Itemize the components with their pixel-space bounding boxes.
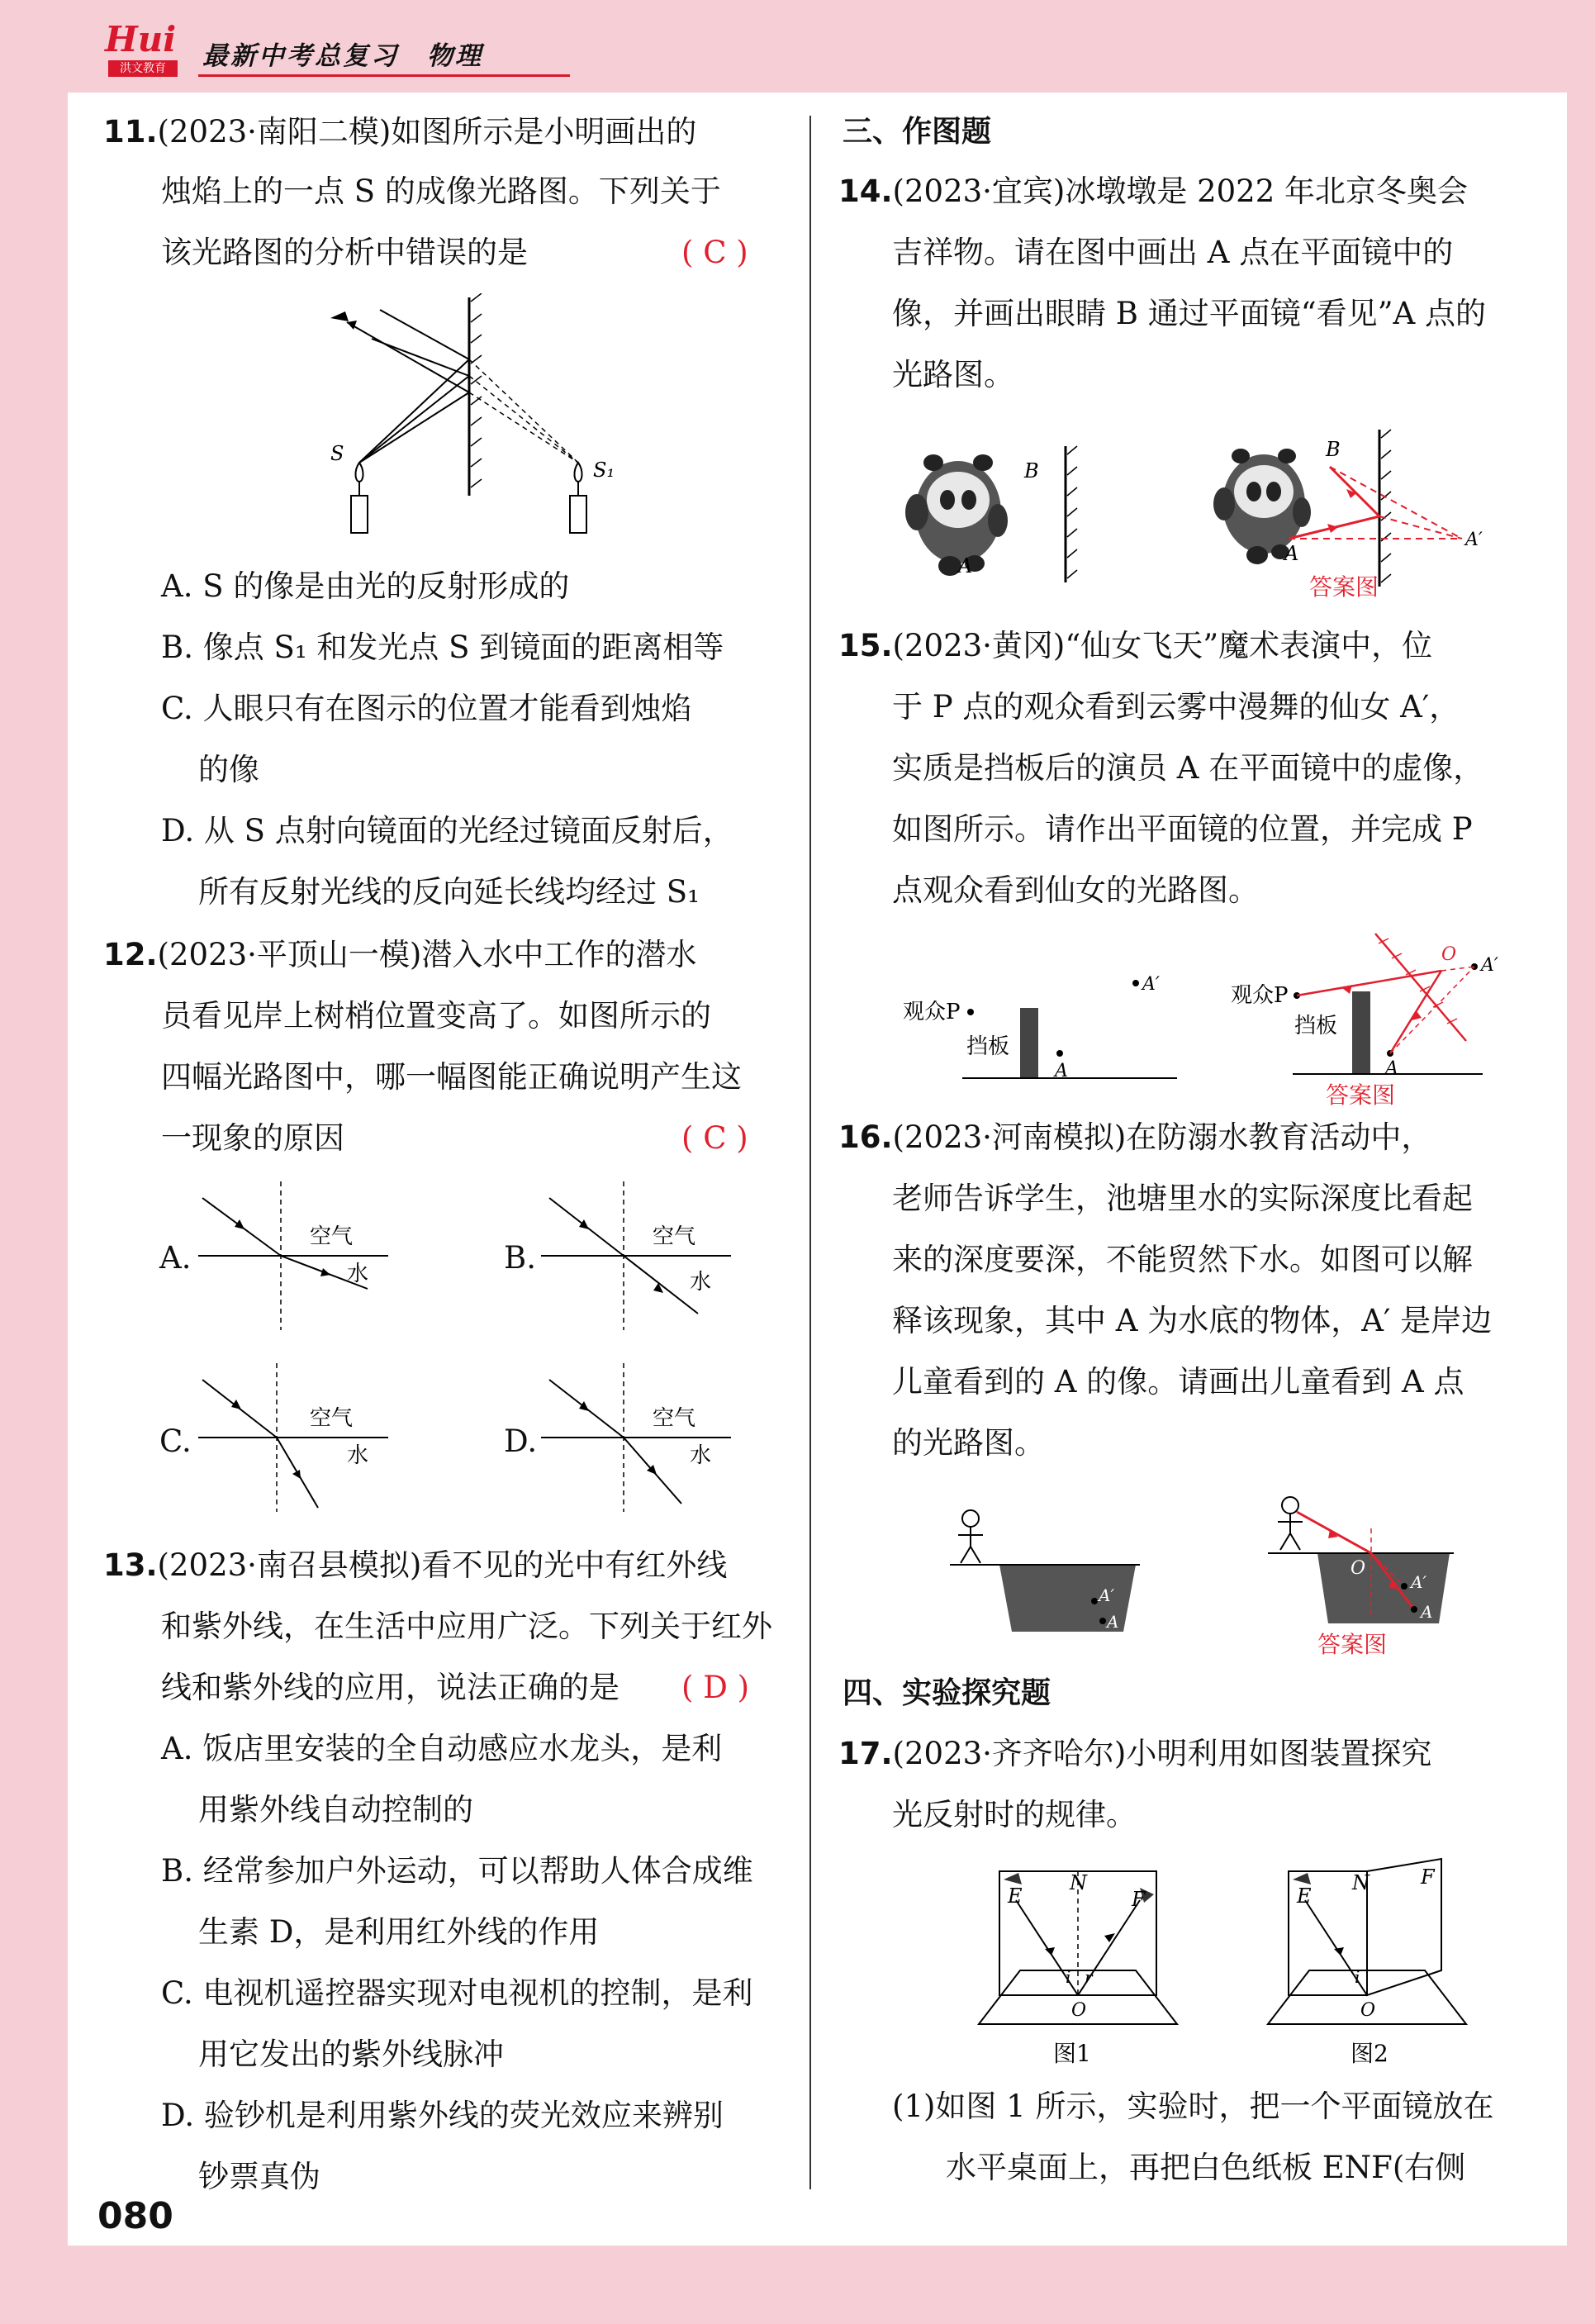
q15-line-5: 点观众看到仙女的光路图。 bbox=[892, 872, 1259, 908]
q11-line-3: 该光路图的分析中错误的是 bbox=[161, 235, 528, 270]
q17-figure bbox=[929, 1855, 1524, 2074]
q14-ans-label-a: A bbox=[1284, 542, 1299, 565]
q17-fig1-o: O bbox=[1071, 2000, 1087, 2021]
q13-option-c-cont: 用它发出的紫外线脉冲 bbox=[198, 2036, 504, 2072]
q15-ans-observer: 观众P bbox=[1231, 983, 1289, 1008]
q17-fig2-caption: 图2 bbox=[1351, 2040, 1389, 2067]
q11-option-c: C. 人眼只有在图示的位置才能看到烛焰 bbox=[161, 691, 692, 726]
q17-fig1-r: r bbox=[1085, 1967, 1093, 1987]
q11-option-d-cont: 所有反射光线的反向延长线均经过 S₁ bbox=[198, 874, 700, 910]
q11-option-b: B. 像点 S₁ 和发光点 S 到镜面的距离相等 bbox=[161, 630, 724, 665]
q12-diagram-d bbox=[541, 1363, 739, 1512]
q12-b-air: 空气 bbox=[653, 1224, 696, 1249]
q17-fig2-f: F bbox=[1421, 1865, 1435, 1889]
q12-line-4: 一现象的原因 bbox=[161, 1120, 344, 1156]
q13-number: 13. bbox=[103, 1547, 158, 1583]
q12-label-d: D. bbox=[504, 1423, 538, 1459]
section-4-heading: 四、实验探究题 bbox=[843, 1676, 1051, 1710]
q17-fig2-i: i bbox=[1355, 1967, 1360, 1987]
q15-line-4: 如图所示。请作出平面镜的位置，并完成 P bbox=[892, 811, 1473, 847]
q16-line-1 bbox=[838, 1121, 1431, 1154]
q14-line-1 bbox=[838, 175, 1468, 208]
q15-line-3: 实质是挡板后的演员 A 在平面镜中的虚像， bbox=[892, 750, 1484, 786]
q12-label-b: B. bbox=[504, 1240, 536, 1276]
q16-line-5: 儿童看到的 A 的像。请画出儿童看到 A 点 bbox=[892, 1364, 1464, 1400]
q12-diagram-c bbox=[198, 1363, 396, 1512]
page-frame-right bbox=[1567, 0, 1595, 2324]
q13-option-d-cont: 钞票真伪 bbox=[198, 2159, 320, 2194]
q12-diagram-b bbox=[541, 1181, 739, 1330]
q13-line-1 bbox=[103, 1549, 727, 1582]
q11-number: 11. bbox=[103, 114, 158, 150]
q17-line-1 bbox=[838, 1737, 1431, 1770]
q17-part1-line-2: 水平桌面上，再把白色纸板 ENF(右侧 bbox=[946, 2150, 1466, 2185]
q16-ans-label-o: O bbox=[1351, 1558, 1366, 1579]
q11-line-1 bbox=[103, 116, 696, 149]
q15-line-2: 于 P 点的观众看到云雾中漫舞的仙女 A′， bbox=[892, 689, 1460, 725]
q12-diagram-a bbox=[198, 1181, 396, 1330]
page-header bbox=[103, 19, 483, 81]
q16-line-4: 释该现象，其中 A 为水底的物体，A′ 是岸边 bbox=[892, 1303, 1493, 1338]
q13-option-a-cont: 用紫外线自动控制的 bbox=[198, 1792, 473, 1827]
q12-line-1 bbox=[103, 939, 696, 972]
q12-a-water: 水 bbox=[347, 1262, 369, 1286]
q11-answer: ( C ) bbox=[681, 235, 748, 270]
q11-text-1: (2023·南阳二模)如图所示是小明画出的 bbox=[157, 114, 697, 150]
q12-a-air: 空气 bbox=[310, 1224, 354, 1249]
q12-d-water: 水 bbox=[690, 1443, 712, 1468]
q14-mascot-left bbox=[905, 454, 1008, 576]
q11-label-s: S bbox=[330, 442, 344, 465]
q12-b-water: 水 bbox=[690, 1270, 712, 1295]
q12-answer: ( C ) bbox=[681, 1120, 748, 1156]
q15-ans-label-a1: A′ bbox=[1481, 955, 1498, 976]
q11-option-a: A. S 的像是由光的反射形成的 bbox=[161, 568, 570, 604]
section-3-heading: 三、作图题 bbox=[843, 115, 992, 149]
q15-ans-label-a: A bbox=[1385, 1058, 1398, 1079]
q16-ans-label-a: A bbox=[1421, 1602, 1433, 1622]
q12-c-water: 水 bbox=[347, 1443, 369, 1468]
q12-text-1: (2023·平顶山一模)潜入水中工作的潜水 bbox=[157, 937, 697, 972]
q13-option-b-cont: 生素 D，是利用红外线的作用 bbox=[198, 1914, 600, 1950]
q15-figure bbox=[896, 925, 1540, 1107]
q17-fig1-f: F bbox=[1132, 1888, 1146, 1911]
q16-text-1: (2023·河南模拟)在防溺水教育活动中， bbox=[892, 1119, 1432, 1155]
q15-board: 挡板 bbox=[966, 1034, 1010, 1059]
q15-label-a: A bbox=[1055, 1061, 1068, 1081]
q15-text-1: (2023·黄冈)“仙女飞天”魔术表演中，位 bbox=[892, 628, 1433, 663]
q15-ans-label-o: O bbox=[1441, 944, 1457, 965]
q16-line-6: 的光路图。 bbox=[892, 1425, 1045, 1461]
q16-line-2: 老师告诉学生，池塘里水的实际深度比看起 bbox=[892, 1181, 1473, 1216]
q15-ans-board: 挡板 bbox=[1294, 1014, 1338, 1038]
q15-observer: 观众P bbox=[903, 1000, 961, 1024]
q13-option-a: A. 饭店里安装的全自动感应水龙头，是利 bbox=[161, 1731, 723, 1766]
q12-label-c: C. bbox=[159, 1423, 192, 1459]
q16-line-3: 来的深度要深，不能贸然下水。如图可以解 bbox=[892, 1242, 1473, 1277]
q13-text-1: (2023·南召县模拟)看不见的光中有红外线 bbox=[157, 1547, 728, 1583]
q17-number: 17. bbox=[838, 1736, 893, 1771]
q13-option-b: B. 经常参加户外运动，可以帮助人体合成维 bbox=[161, 1853, 753, 1889]
q11-option-c-cont: 的像 bbox=[198, 752, 259, 787]
q17-fig1-n: N bbox=[1070, 1871, 1087, 1894]
q15-number: 15. bbox=[838, 628, 893, 663]
q17-fig2-e: E bbox=[1297, 1884, 1312, 1908]
q17-fig1-i: i bbox=[1066, 1967, 1071, 1987]
q13-option-d: D. 验钞机是利用紫外线的荧光效应来辨别 bbox=[161, 2098, 724, 2133]
q16-ans-label-a1: A′ bbox=[1411, 1572, 1426, 1592]
q11-figure bbox=[314, 293, 628, 558]
q16-number: 16. bbox=[838, 1119, 893, 1155]
q14-line-2: 吉祥物。请在图中画出 A 点在平面镜中的 bbox=[892, 235, 1454, 270]
q11-line-2: 烛焰上的一点 S 的成像光路图。下列关于 bbox=[161, 173, 721, 209]
q11-label-s1: S₁ bbox=[593, 459, 615, 482]
q12-label-a: A. bbox=[159, 1240, 192, 1276]
page-number: 080 bbox=[97, 2195, 173, 2237]
q12-number: 12. bbox=[103, 937, 158, 972]
q14-text-1: (2023·宜宾)冰墩墩是 2022 年北京冬奥会 bbox=[892, 173, 1469, 209]
q17-text-1: (2023·齐齐哈尔)小明利用如图装置探究 bbox=[892, 1736, 1432, 1771]
header-underline bbox=[198, 74, 570, 77]
q17-fig1-e: E bbox=[1008, 1884, 1023, 1908]
q12-c-air: 空气 bbox=[310, 1406, 354, 1431]
q12-d-air: 空气 bbox=[653, 1406, 696, 1431]
q15-line-1 bbox=[838, 630, 1432, 663]
q17-fig2-o: O bbox=[1360, 2000, 1376, 2021]
q13-answer: ( D ) bbox=[681, 1670, 750, 1705]
q14-number: 14. bbox=[838, 173, 893, 209]
q17-part1-line-1: (1)如图 1 所示，实验时，把一个平面镜放在 bbox=[892, 2089, 1494, 2124]
q16-caption: 答案图 bbox=[1317, 1631, 1388, 1658]
q14-figure bbox=[900, 421, 1545, 611]
q14-line-4: 光路图。 bbox=[892, 357, 1014, 392]
q15-label-a1: A′ bbox=[1142, 974, 1160, 995]
q14-label-a: A bbox=[958, 554, 973, 577]
q17-fig1-caption: 图1 bbox=[1053, 2040, 1091, 2067]
q14-caption: 答案图 bbox=[1309, 573, 1379, 601]
q12-line-3: 四幅光路图中，哪一幅图能正确说明产生这 bbox=[161, 1059, 742, 1095]
q13-line-3: 线和紫外线的应用，说法正确的是 bbox=[161, 1670, 619, 1705]
q17-fig2-n: N bbox=[1352, 1871, 1370, 1894]
page-frame-bottom bbox=[0, 2246, 1595, 2324]
column-divider bbox=[809, 116, 811, 2189]
q13-line-2: 和紫外线，在生活中应用广泛。下列关于红外 bbox=[161, 1609, 772, 1644]
q14-line-3: 像，并画出眼睛 B 通过平面镜“看见”A 点的 bbox=[892, 296, 1487, 331]
q16-label-a: A bbox=[1107, 1612, 1119, 1632]
q15-caption: 答案图 bbox=[1326, 1081, 1396, 1107]
q16-figure bbox=[933, 1495, 1512, 1661]
book-title: 最新中考总复习 物理 bbox=[202, 40, 483, 71]
q14-ans-label-a1: A′ bbox=[1465, 530, 1483, 550]
q11-option-d: D. 从 S 点射向镜面的光经过镜面反射后， bbox=[161, 813, 733, 848]
q13-option-c: C. 电视机遥控器实现对电视机的控制，是利 bbox=[161, 1975, 753, 2011]
page-frame-left bbox=[0, 0, 68, 2324]
q16-label-a1: A′ bbox=[1099, 1585, 1114, 1605]
q14-label-b: B bbox=[1024, 459, 1039, 482]
logo-text: Hui bbox=[105, 19, 177, 59]
publisher-logo bbox=[103, 19, 186, 80]
q12-line-2: 员看见岸上树梢位置变高了。如图所示的 bbox=[161, 998, 711, 1034]
q17-line-2: 光反射时的规律。 bbox=[892, 1797, 1137, 1832]
logo-subtext: 洪文教育 bbox=[108, 60, 178, 77]
q14-ans-label-b: B bbox=[1326, 438, 1341, 461]
